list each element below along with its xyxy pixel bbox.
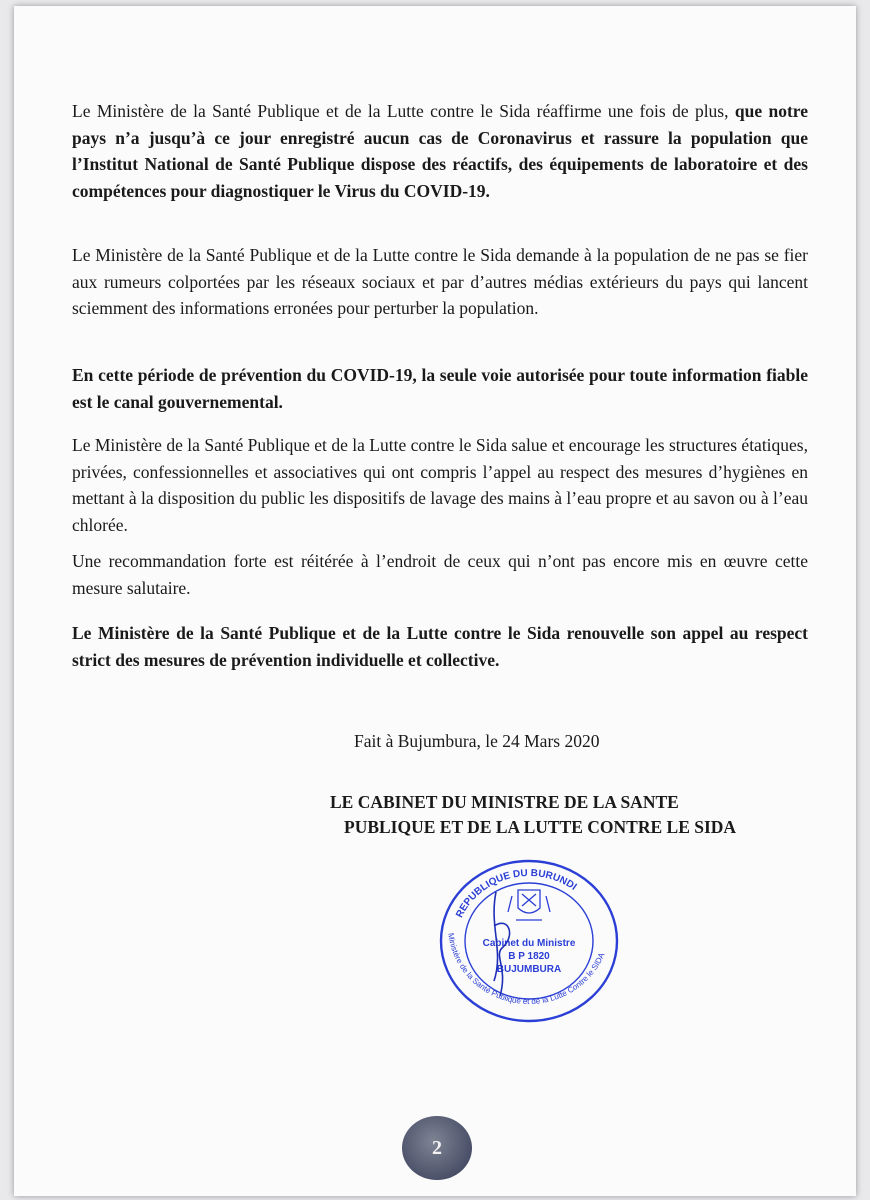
place-date: Fait à Bujumbura, le 24 Mars 2020 [354,731,600,751]
paragraph-recommendation: Une recommandation forte est réitérée à l’endroit de ceux qui n’ont pas encore mis en œuvre cette mesure salutaire. [72,551,808,598]
paragraph-rumours: Le Ministère de la Santé Publique et de la Lutte contre le Sida demande à la population de ne pas se fier aux rumeurs colportées par les réseaux sociaux et par d’autres médias extérieurs du pays qui lancent sciemment des informations erronées pour perturber la population. [72,245,808,318]
paragraph-prevention-appeal: Le Ministère de la Santé Publique et de la Lutte contre le Sida renouvelle son appel au respect strict des mesures de prévention individuelle et collective. [72,623,808,670]
stamp-line-1: Cabinet du Ministre [482,938,576,949]
stamp-line-2: B P 1820 [508,951,550,962]
paragraph-hygiene: Le Ministère de la Santé Publique et de la Lutte contre le Sida salue et encourage les structures étatiques, privées, confessionnelles et associatives qui ont compris l’appel au respect des mesures d’hygiènes en mettant à la disposition du public les dispositifs de lavage des mains à l’eau propre et au savon ou à l’eau chlorée. [72,435,808,535]
paragraph-reaffirmation [72,98,808,204]
cabinet-line-1: LE CABINET DU MINISTRE DE LA SANTE [330,792,679,812]
stamp-line-3: BUJUMBURA [496,964,562,975]
page-number: 2 [432,1136,442,1159]
paragraph-reaffirmation-bold: que notre pays n’a jusqu’à ce jour enregistré aucun cas de Coronavirus et rassure la population que l’Institut National de Santé Publique dispose des réactifs, des équipements de laboratoire et des compétences pour diagnostiquer le Virus du COVID-19. [72,101,809,201]
page-number-badge [402,1116,472,1180]
cabinet-line-2: PUBLIQUE ET DE LA LUTTE CONTRE LE SIDA [344,817,737,837]
document-page [14,6,856,1196]
stamp-text-bottom: Ministère de la Santé Publique et de la Lutte Contre le SIDA [446,932,607,1007]
stamp-text-top: REPUBLIQUE DU BURUNDI [454,867,579,920]
official-stamp [434,856,624,1026]
paragraph-reaffirmation-intro: Le Ministère de la Santé Publique et de la Lutte contre le Sida réaffirme une fois de plus, [72,101,729,121]
paragraph-official-channel: En cette période de prévention du COVID-19, la seule voie autorisée pour toute information fiable est le canal gouvernemental. [72,365,808,412]
coat-of-arms-icon [508,890,550,920]
signature-block [330,790,736,840]
